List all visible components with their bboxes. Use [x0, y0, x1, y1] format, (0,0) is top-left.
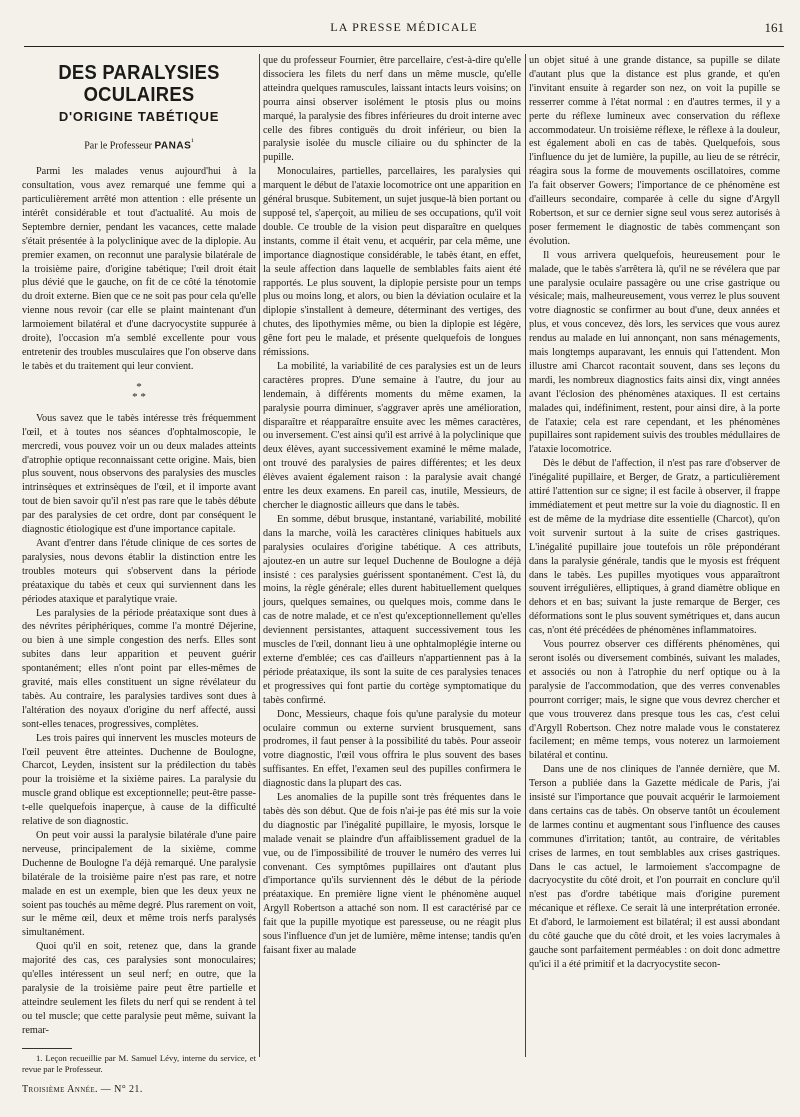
- running-title: LA PRESSE MÉDICALE: [330, 20, 478, 34]
- byline-prefix: Par le Professeur: [84, 140, 152, 152]
- paragraph: On peut voir aussi la paralysie bilatérale d'une paire nerveuse, principalement de la sixième, comme Duchenne de Boulogne l'a déjà remarqué. Une paralysie bilatérale de la troisième paire n'est pas rare, et notre malade en est un exemple, bien que les deux yeux ne soient pas touchés au même degré. Plus rarement on voit, sur le même œil, deux et même trois nerfs paralysés simultanément.: [22, 830, 256, 939]
- column-divider-1: [259, 54, 260, 1057]
- paragraph: En somme, début brusque, instantané, variabilité, mobilité dans la marche, voilà les caractères cliniques habituels aux paralysies oculaires d'origine tabétique. A ces attributs, ajoutez-en un autre sur lequel Duchenne de Boulogne a déjà insisté : ces paralysies guérissent spontanément. C'est là, du moins, la règle générale; elles durent habituellement quelques jours, quelques semaines, ou quelques mois, comme dans le cas de notre malade, et ce n'est qu'exceptionnellement qu'elles deviennent persistantes, attaquent successivement tous les muscles de l'œil, donnant lieu à une ophtalmoplégie interne ou externe d'emblée; ces cas d'ailleurs n'appartiennent pas à la période préataxique, ils sont la suite de ces paralysies tenaces et progressives qui font partie du cortège symptomatique du tabès confirmé.: [263, 513, 521, 706]
- paragraph: Vous savez que le tabès intéresse très fréquemment l'œil, et à toutes nos séances d'ophtalmoscopie, le mercredi, vous pouvez voir un ou deux malades atteints d'atrophie optique reconnaissant cette origine. Mais, bien plus souvent, nous observons des paralysies des muscles intrinsèques et extrinsèques de l'œil, et il importe avant tout de bien savoir qu'il n'est pas rare que le tabès débute par des paralysies de cet ordre, dont par conséquent le diagnostic étiologique est d'une importance capitale.: [22, 412, 256, 536]
- asterism: [22, 382, 256, 402]
- paragraph: La mobilité, la variabilité de ces paralysies est un de leurs caractères propres. D'une semaine à l'autre, du jour au lendemain, à différents moments du même examen, la paralysie pourra diminuer, s'aggraver après une amélioration, disparaître et réapparaître ensuite avec les mêmes caractères, ou inversement. C'est ainsi qu'il est arrivé à la polyclinique que deux élèves, ayant successivement examiné le même malade, ont trouvé des paralysies de paires différentes; et les deux élèves avaient également raison : la paralysie avait changé entre les deux examens. En pareil cas, inutile, Messieurs, de chercher le diagnostic ailleurs que dans le tabès.: [263, 360, 521, 511]
- column-divider-2: [525, 54, 526, 1057]
- page-number: 161: [764, 20, 784, 35]
- paragraph: que du professeur Fournier, être parcellaire, c'est-à-dire qu'elle dissociera les filets du nerf dans un même muscle, qu'elle atteindra quelques ramuscules, laissant intacts leurs voisins; on pourra ainsi observer isolément le ptosis plus ou moins marqué, la paralysie des fibres inférieures du droit interne avec celle des fibres contiguës du droit inférieur, ou bien la paralysie isolée du muscle ciliaire ou du sphincter de la pupille.: [263, 55, 521, 164]
- column-1: [22, 54, 256, 1097]
- asterism-top: *: [136, 380, 142, 393]
- paragraph: Avant d'entrer dans l'étude clinique de ces sortes de paralysies, nous devons établir la distinction entre les troubles moteurs qui s'observent dans la période préataxique du tabès et ceux qui surviennent dans les périodes ataxique et paralytique vraie.: [22, 537, 256, 605]
- paragraph: Vous pourrez observer ces différents phénomènes, qui seront isolés ou diversement combinés, suivant les malades, et associés ou non à l'atrophie du nerf optique ou à la paralysie de l'accommodation, que des verres convenables pourront corriger; mais, le signe que vous devrez chercher et que vous trouverez dans presque tous les cas, c'est celui d'Argyll Robertson. Chez notre malade vous le constaterez facilement; en même temps, vous noterez un larmoiement bilatéral et continu.: [529, 639, 780, 762]
- paragraph: Donc, Messieurs, chaque fois qu'une paralysie du moteur oculaire commun ou externe survient brusquement, sans prodromes, il faut penser à la possibilité du tabès. Pour asseoir votre diagnostic, l'œil vous offrira le plus souvent des bases suffisantes. En effet, l'examen seul des pupilles confirmera le diagnostic dans la plupart des cas.: [263, 708, 521, 790]
- paragraph: Les anomalies de la pupille sont très fréquentes dans le tabès dès son début. Que de fois n'ai-je pas été mis sur la voie du diagnostic par l'inégalité pupillaire, le myosis, lorsque le malade venait se plaindre d'un affaiblissement graduel de la vue, ou de l'impossibilité de trouver le numéro des verres lui convenant. Ces symptômes pupillaires ont d'autant plus d'importance qu'ils surviennent dès le début de la période préataxique. En première ligne vient le phénomène auquel Argyll Robertson a attaché son nom. Il est caractérisé par ce fait que la pupille myotique est paresseuse, ou ne réagit plus sous l'influence d'un jet de lumière, même intense; tandis qu'en faisant fixer au malade: [263, 792, 521, 956]
- article-title: DES PARALYSIES OCULAIRES: [58, 62, 220, 106]
- column-2: [263, 54, 521, 958]
- issue-line: [22, 1083, 256, 1097]
- byline: [22, 135, 256, 153]
- paragraph: Il vous arrivera quelquefois, heureusement pour le malade, que le tabès s'arrêtera là, qu'il ne se révélera que par une paralysie oculaire passagère ou une crise gastrique ou vésicale; mais, malheureusement, vous verrez le plus souvent votre diagnostic se confirmer au bout d'une, deux années et plus, et vous concevez, dès lors, les services que vous aurez rendus au malade en lui annonçant, non sans ménagements, mais longtemps auparavant, les ennuis qui l'attendent. Mon illustre ami Charcot racontait souvent, dans ses leçons du mardi, les nombreux diagnostics faits ainsi dix, vingt années avant l'éclosion des phénomènes ataxiques. Il est certains malades qui, indéfiniment, restent, pour ainsi dire, à la porte de l'ataxie; cela est rare cependant, et les phénomènes pupillaires sont rapidement suivis des troubles médullaires de l'ataxie locomotrice.: [529, 249, 780, 456]
- paragraph: Monoculaires, partielles, parcellaires, les paralysies qui marquent le début de l'ataxie locomotrice ont une apparition en général brusque. Subitement, un sujet jusque-là bien portant ou supposé tel, s'aperçoit, au milieu de ses occupations, qu'il voit double. Ce trouble de la vision peut disparaître en quelques instants, comme il était venu, et acquérir, par cela même, une importance diagnostique considérable, le tabès étant, en effet, la seule affection dans laquelle de semblables faits aient été rapportés. Le plus souvent, la diplopie persiste pour un temps plus ou moins long, et alors, ou bien la déviation oculaire et la diplopie s'installent à demeure, déterminant des vertiges, des chutes, des lipothymies même, ou bien la diplopie est légère, gêne fort peu le malade, et présente quelquefois de longues rémissions.: [263, 166, 521, 359]
- footnote-rule: [22, 1048, 72, 1049]
- byline-author: PANAS: [154, 140, 192, 152]
- header-rule: [24, 46, 784, 47]
- paragraph: Dans une de nos cliniques de l'année dernière, que M. Terson a publiée dans la Gazette médicale de Paris, j'ai insisté sur l'importance que pouvait acquérir le larmoiement dans certains cas de tabès. On observe tantôt un écoulement de larmes continu et augmentant sous l'influence des causes communes d'irritation; tantôt, au contraire, de véritables crises de larmes, en tout semblables aux crises gastriques. Dans le cas actuel, le larmoiement s'accompagne de dacryocystite du côté droit, et l'on pourrait en conclure qu'il n'est pas d'ordre tabétique mais d'origine purement mécanique et réflexe. Ce serait là une interprétation erronée. Et d'abord, le larmoiement est bilatéral; il est aussi abondant du côté gauche que du côté droit, et les voies lacrymales à gauche sont parfaitement perméables : on doit donc admettre qu'ici il a été primitif et la dacryocystite secon-: [529, 764, 780, 970]
- paragraph: un objet situé à une grande distance, sa pupille se dilate d'autant plus que la distance est plus grande, et qu'en l'invitant ensuite à regarder son nez, on voit la pupille se resserrer comme à l'état normal : en d'autres termes, il y a perte du réflexe lumineux avec conservation du réflexe accommodateur. Un troisième réflexe, le réflexe à la douleur, est également aboli en cas de tabès. Quelquefois, sous l'influence du jet de lumière, la pupille, au lieu de se rétrécir, réagira sous la forme de mouvements oscillatoires, comme l'a fait observer Gowers; l'importance de ce phénomène est d'ailleurs secondaire, comparée à celle du signe d'Argyll Robertson, et sur ce dernier signe seul vous serez autorisés à poser fermement le diagnostic de tabès commençant son évolution.: [529, 55, 780, 247]
- paragraph: Les trois paires qui innervent les muscles moteurs de l'œil peuvent être atteintes. Duchenne de Boulogne, Charcot, Leyden, insistent sur la prédilection du tabès pour la troisième et la sixième paires. La paralysie du muscle grand oblique est exceptionnelle; peut-être passe-t-elle quelquefois inaperçue, à cause de la difficulté relative de son diagnostic.: [22, 732, 256, 828]
- column-3: [529, 54, 780, 972]
- issue-number: Troisième Année. — N° 21.: [22, 1083, 143, 1095]
- paragraph: Parmi les malades venus aujourd'hui à la consultation, vous avez remarqué une femme qui a particulièrement arrêté mon attention : elle présente un intérêt considérable et tout d'actualité. Au mois de Septembre dernier, pendant les vacances, cette malade s'était présentée à la polyclinique avec de la diplopie. Au premier examen, on reconnut une paralysie bilatérale de la troisième paire, d'origine tabétique; l'œil droit était plus dévié que le gauche, on fit de ce côté la ténotomie du droit externe. Bien que ce ne soit pas pour cela qu'elle vienne nous revoir (car elle se plaint maintenant d'un larmoiement bilatéral et d'une dacryocystite suppurée à droite), l'occasion m'a semblé excellente pour vous entretenir des troubles musculaires que l'on observe dans le tabès et du traitement qui leur convient.: [22, 166, 256, 372]
- asterism-bottom: * *: [132, 390, 146, 403]
- paragraph: Dès le début de l'affection, il n'est pas rare d'observer de l'inégalité pupillaire, et Berger, de Gratz, a particulièrement attiré l'attention sur ce signe; il est facile à observer, il frappe immédiatement et peut mettre sur la voie du diagnostic. Il en est de même de la mydriase dite essentielle (Charcot), qu'on voit survenir surtout à la suite de crises gastriques. L'inégalité pupillaire joue toutefois un rôle prépondérant dans la paralysie générale, tandis que le myosis est fréquent dans le tabès. Les pupilles myotiques vous apparaîtront souvent irrégulières, elliptiques, à grand diamètre oblique en dehors et en bas; suivant la juste remarque de Berger, ces déformations sont le plus souvent symétriques et, dans aucun cas, n'ont été précédées de phénomènes inflammatoires.: [529, 458, 780, 637]
- byline-footnote-mark: ¹: [191, 137, 194, 146]
- paragraph: Quoi qu'il en soit, retenez que, dans la grande majorité des cas, ces paralysies sont monoculaires; qu'elles intéressent un seul nerf; en outre, que la paralysie de la troisième paire peut être partielle et atteindre seulement les filets du nerf qui se rendent à tel ou tel muscle; que cette paralysie peut même, suivant la remar-: [22, 941, 256, 1036]
- page-header: [24, 16, 784, 50]
- article-subtitle: D'ORIGINE TABÉTIQUE: [58, 109, 220, 124]
- footnote: 1. Leçon recueillie par M. Samuel Lévy, interne du service, et revue par le Professeur.: [22, 1052, 256, 1074]
- paragraph: Les paralysies de la période préataxique sont dues à des névrites périphériques, comme l'a montré Déjerine, ou bien à une simple congestion des nerfs. Elles sont subites dans leur apparition et peuvent guérir spontanément; elles n'ont point par elles-mêmes de gravité, mais elles constituent un signe révélateur du tabès. Au contraire, les paralysies tardives sont dues à l'altération des noyaux d'origine du nerf affecté, aussi sont-elles tenaces, progressives, complètes.: [22, 607, 256, 730]
